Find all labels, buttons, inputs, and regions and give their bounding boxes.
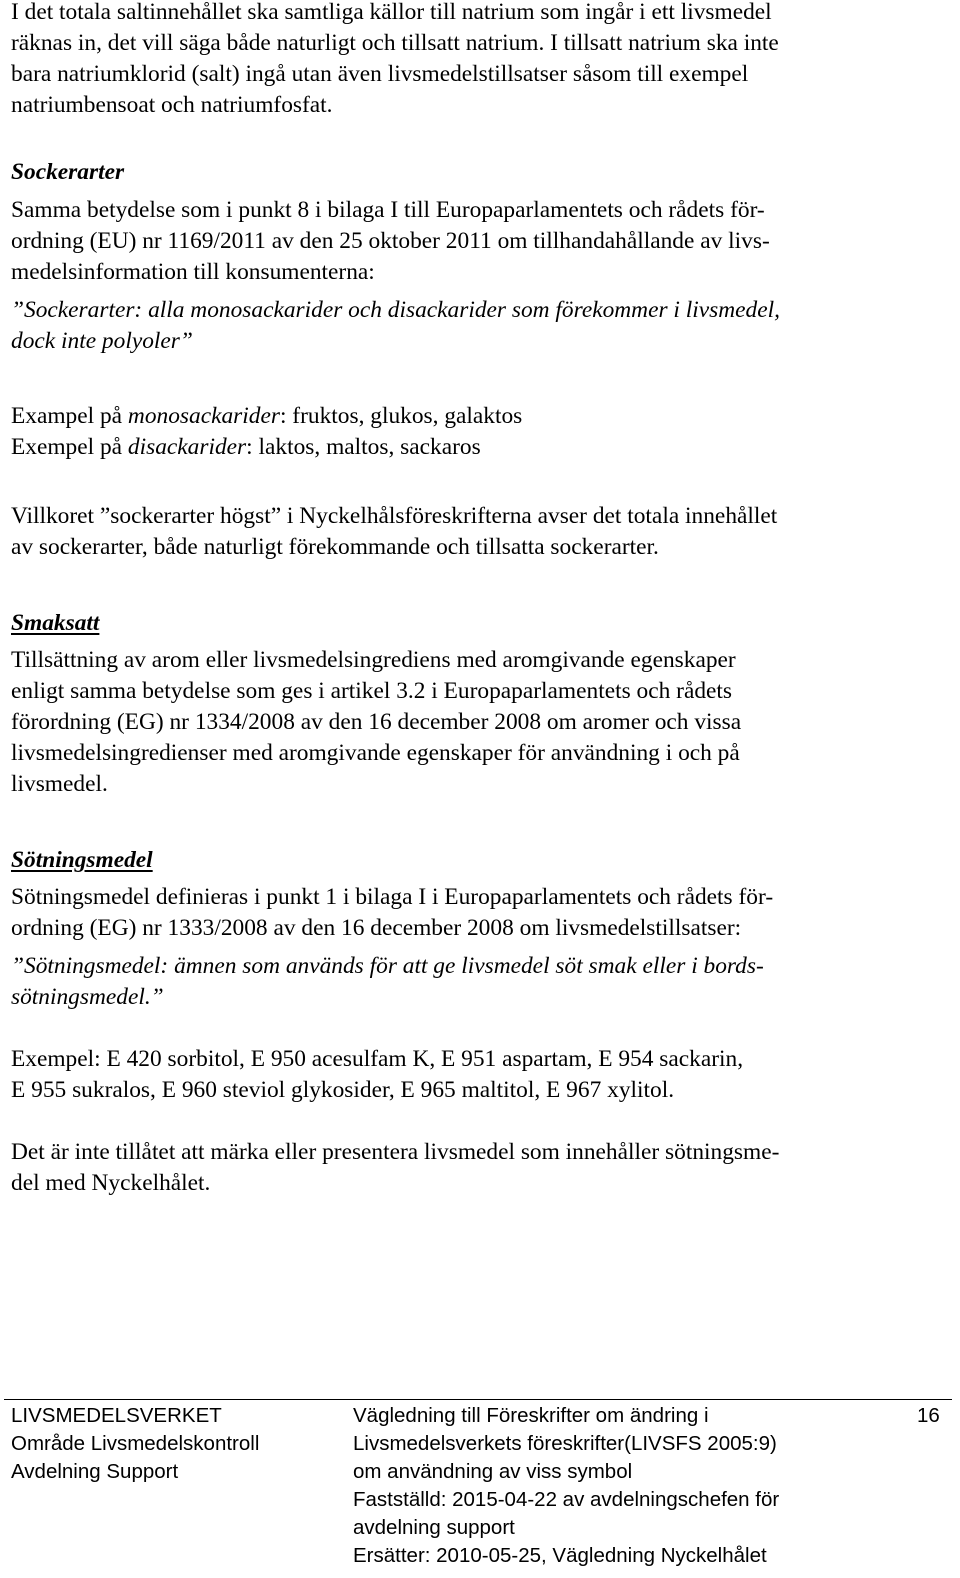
example-mono-rest: : fruktos, glukos, galaktos <box>279 403 523 429</box>
footer-doc-established: Fastställd: 2015-04-22 av avdelningschefen för <box>353 1488 780 1511</box>
footer-doc-title-line2: Livsmedelsverkets föreskrifter(LIVSFS 2005:9) <box>353 1432 777 1455</box>
footer-page-number: 16 <box>917 1404 940 1427</box>
sockerarter-definition: Samma betydelse som i punkt 8 i bilaga I till Europaparlamentets och rådets för- ordning (EU) nr 1169/2011 av den 25 oktober 2011 om tillhandahållande av livs- medelsinformation till konsumenterna: <box>11 197 770 285</box>
example-di-prefix: Exempel på <box>11 434 128 460</box>
footer-org-area: Område Livsmedelskontroll <box>11 1432 260 1455</box>
footer-org-department: Avdelning Support <box>11 1460 179 1483</box>
sockerarter-quote: ”Sockerarter: alla monosackarider och disackarider som förekommer i livsmedel, dock inte polyoler” <box>11 297 780 354</box>
footer-org-name: LIVSMEDELSVERKET <box>11 1404 222 1427</box>
sotningsmedel-examples: Exempel: E 420 sorbitol, E 950 acesulfam K, E 951 aspartam, E 954 sackarin, E 955 sukralos, E 960 steviol glykosider, E 965 maltitol, E 967 xylitol. <box>11 1046 744 1103</box>
footer-doc-title-line1: Vägledning till Föreskrifter om ändring i <box>353 1404 709 1427</box>
heading-smaksatt: Smaksatt <box>11 610 100 636</box>
example-disackarider <box>11 432 911 463</box>
footer-doc-title-line3: om användning av viss symbol <box>353 1460 633 1483</box>
sotningsmedel-prohibition: Det är inte tillåtet att märka eller presentera livsmedel som innehåller sötningsme- del med Nyckelhålet. <box>11 1139 780 1196</box>
footer-organization <box>11 1402 259 1486</box>
sotningsmedel-definition: Sötningsmedel definieras i punkt 1 i bilaga I i Europaparlamentets och rådets för- ordning (EG) nr 1333/2008 av den 16 december 2008 om livsmedelstillsatser: <box>11 884 774 941</box>
sotningsmedel-quote: ”Sötningsmedel: ämnen som används för att ge livsmedel söt smak eller i bords- sötningsmedel.” <box>11 953 764 1010</box>
smaksatt-definition: Tillsättning av arom eller livsmedelsingrediens med aromgivande egenskaper enligt samma betydelse som ges i artikel 3.2 i Europaparlamentets och rådets förordning (EG) nr 1334/2008 av den 16 december 2008 om aromer och vissa livsmedelsingredienser med aromgivande egenskaper för användning i och på livsmedel. <box>11 647 742 797</box>
sockerarter-condition: Villkoret ”sockerarter högst” i Nyckelhålsföreskrifterna avser det totala innehållet av sockerarter, både naturligt förekommande och tillsatta sockerarter. <box>11 503 778 560</box>
intro-paragraph: I det totala saltinnehållet ska samtliga källor till natrium som ingår i ett livsmedel räknas in, det vill säga både naturligt och tillsatt natrium. I tillsatt natrium ska inte bara natriumklorid (salt) ingå utan även livsmedelstillsatser såsom till exempel natriumbensoat och natriumfosfat. <box>11 0 779 118</box>
example-di-term: disackarider <box>127 434 247 460</box>
footer-document-info <box>353 1402 779 1570</box>
footer-divider <box>4 1399 952 1400</box>
example-mono-prefix: Exampel på <box>11 403 128 429</box>
heading-sotningsmedel: Sötningsmedel <box>11 847 153 873</box>
footer-doc-established-by: avdelning support <box>353 1516 515 1539</box>
heading-sockerarter: Sockerarter <box>11 159 125 185</box>
example-monosackarider <box>11 401 911 432</box>
example-di-rest: : laktos, maltos, sackaros <box>246 434 481 460</box>
footer-doc-replaces: Ersätter: 2010-05-25, Vägledning Nyckelhålet <box>353 1544 767 1567</box>
example-mono-term: monosackarider <box>127 403 280 429</box>
